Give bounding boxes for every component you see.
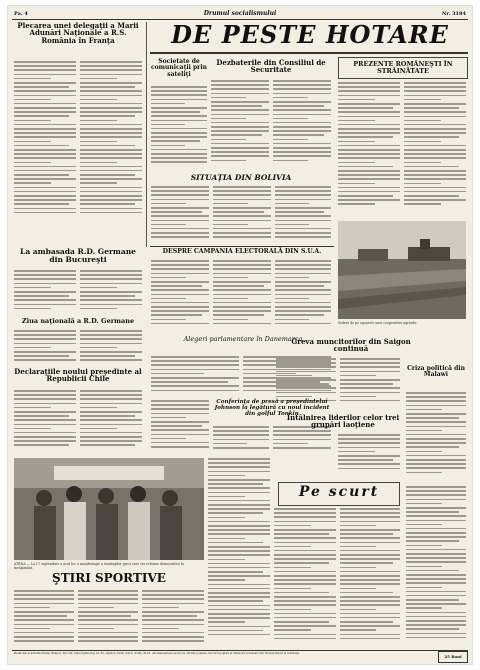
newspaper-page <box>8 6 472 664</box>
article-body-chile-1 <box>14 390 76 454</box>
article-body-chile-3 <box>151 400 209 454</box>
article-body-delegation-2 <box>80 61 142 221</box>
headline-bolivia: SITUAŢIA DIN BOLIVIA <box>190 173 292 182</box>
article-body-security-2 <box>273 80 331 170</box>
field-photo <box>338 221 466 319</box>
headline-sports: ŞTIRI SPORTIVE <box>52 571 166 585</box>
article-body-us-1 <box>151 260 209 332</box>
issue-number: Nr. 3184 <box>441 11 466 17</box>
article-body-short-4 <box>406 486 466 648</box>
page-number: Pa. 4 <box>14 11 28 17</box>
article-body-gdr-2 <box>80 330 142 364</box>
headline-us-campaign: DESPRE CAMPANIA ELECTORALĂ DIN S.U.A. <box>162 248 322 255</box>
article-body-embassy-2 <box>80 270 142 314</box>
article-body-bolivia-1 <box>151 186 209 244</box>
article-body-romania-1 <box>338 82 400 218</box>
headline-gulf-conference: Conferinţa de presă a preşedintelui Johnson la legătură cu noul incident din golful Tonkin <box>214 399 330 417</box>
article-body-short-1 <box>208 458 270 648</box>
footer-text: Redacţia şi administraţia: Braşov, Str. Gh. Gheorghiu-Dej nr. 35, telefon 1030, 2412, 3100, 3101. Abonamentele se fac la oficiile poştale, factorii poştali şi difuzorii voluntari din întreprinderi şi instituţii. <box>14 651 301 655</box>
section-rule <box>150 246 334 247</box>
article-body-delegation-1 <box>14 61 76 221</box>
field-photo-image <box>338 221 466 319</box>
article-body-laos-1 <box>338 434 400 474</box>
article-body-malawi <box>406 392 466 482</box>
column-rule <box>146 22 147 247</box>
article-body-gulf-1 <box>213 426 269 454</box>
headline-laos: Întâlnirea liderilor celor trei grupări laoţiene <box>286 413 400 430</box>
short-news-box <box>278 482 400 506</box>
article-body-embassy-1 <box>14 270 76 314</box>
article-body-bolivia-3 <box>275 186 331 244</box>
price-label: 25 Bani <box>444 654 462 659</box>
headline-security-council: Dezbaterile din Consiliul de Securitate <box>216 58 326 75</box>
headline-malawi: Criza politică din Malawi <box>407 365 465 379</box>
article-body-sports-1 <box>14 590 74 646</box>
article-body-bolivia-2 <box>213 186 271 244</box>
headline-delegation: Plecarea unei delegaţii a Marii Adunări Naţionale a R.S. România în Franţa <box>17 21 139 45</box>
article-body-short-3 <box>340 508 400 648</box>
headline-saigon-strike-display: Greva muncitorilor din Saigon continuă <box>291 337 411 354</box>
students-photo-caption: ATENA — La 17 septembrie a avut loc o manifestaţie a studenţilor greci care cer reforme democratice în învăţământ. <box>14 562 185 570</box>
article-body-sports-3 <box>142 590 204 646</box>
headline-embassy: La ambasada R.D. Germane din Bucureşti <box>20 247 136 264</box>
price-box <box>438 651 468 663</box>
article-body-saigon-2 <box>340 358 400 410</box>
headline-satellite: Societate de comunicaţii prin sateliţi <box>151 58 207 78</box>
article-body-denmark-1 <box>151 356 239 396</box>
students-photo <box>14 458 204 560</box>
article-body-gdr-1 <box>14 330 76 364</box>
newspaper-name: Drumul socialismului <box>203 10 277 17</box>
article-body-security-1 <box>211 80 269 170</box>
headline-chile: Declaraţiile noului preşedinte al Republicii Chile <box>14 367 142 384</box>
article-body-sports-2 <box>78 590 138 646</box>
students-photo-image <box>14 458 204 560</box>
article-body-us-2 <box>213 260 271 332</box>
field-photo-caption: Vedere de pe ogoarele unei cooperative agricole. <box>338 321 418 325</box>
headline-denmark: Alegeri parlamentare în Danemarca <box>183 335 303 343</box>
headline-gdr-day: Ziua naţională a R.D. Germane <box>21 317 135 325</box>
headline-romania-abroad: PREZENTE ROMÂNEŞTI ÎN STRĂINĂTATE <box>353 60 453 75</box>
article-body-gulf-2 <box>273 426 331 454</box>
article-body-us-3 <box>275 260 331 332</box>
banner-rule <box>150 52 468 54</box>
article-body-chile-2 <box>80 390 142 454</box>
article-body-romania-2 <box>404 82 466 218</box>
section-banner: DE PESTE HOTARE <box>171 20 449 49</box>
article-body-satellite <box>151 86 207 170</box>
article-body-short-2 <box>274 508 336 648</box>
headline-short-news: Pe scurt <box>298 484 380 500</box>
romania-abroad-box <box>338 57 468 79</box>
